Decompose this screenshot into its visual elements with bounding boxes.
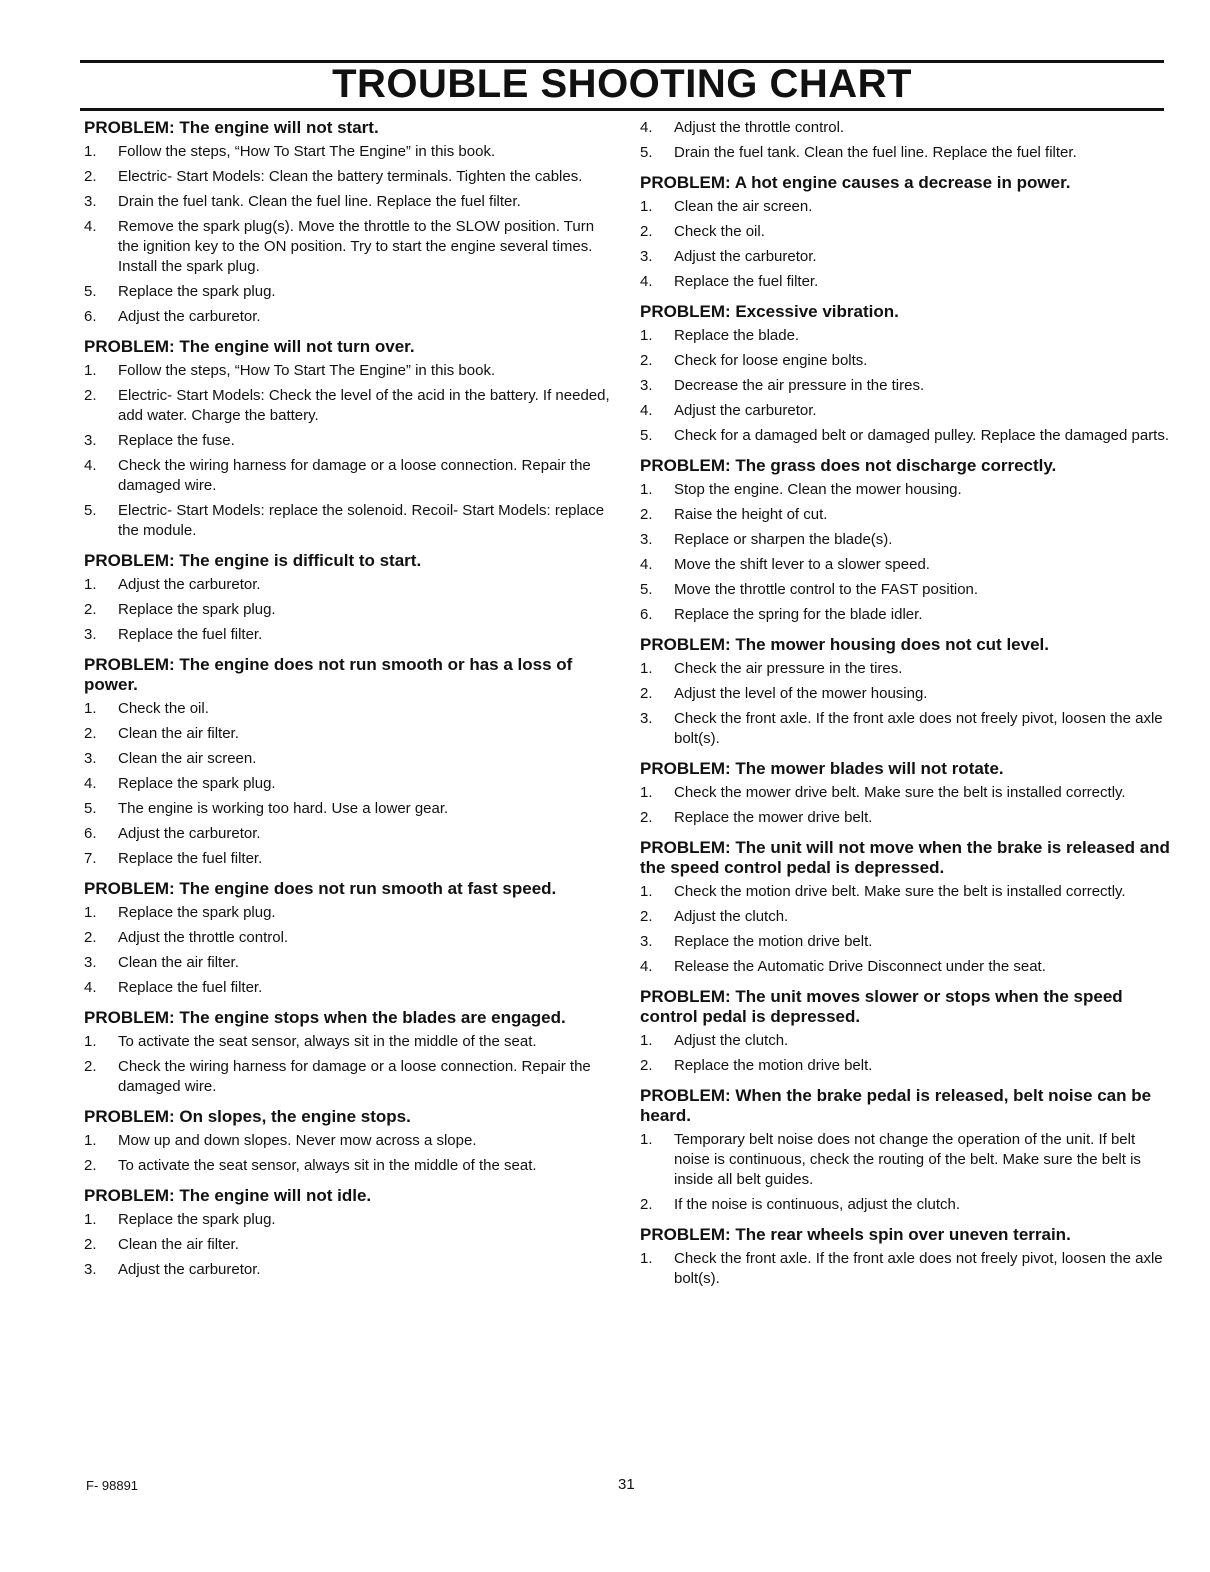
step-text: If the noise is continuous, adjust the clutch. bbox=[674, 1196, 961, 1213]
step-number: 3. bbox=[84, 954, 97, 971]
page-title: TROUBLE SHOOTING CHART bbox=[332, 62, 912, 106]
step-list bbox=[84, 1210, 614, 1280]
step-number: 1. bbox=[84, 362, 97, 379]
step-number: 3. bbox=[640, 710, 653, 727]
problem-section bbox=[84, 337, 614, 541]
step-number: 5. bbox=[640, 144, 653, 161]
step-item bbox=[640, 247, 1170, 267]
step-text: Raise the height of cut. bbox=[674, 506, 828, 523]
problem-heading: PROBLEM: The unit will not move when the brake is released and the speed control pedal is depressed. bbox=[640, 838, 1170, 877]
step-item bbox=[640, 580, 1170, 600]
step-number: 2. bbox=[84, 387, 97, 404]
step-item bbox=[84, 953, 614, 973]
page-number: 31 bbox=[618, 1476, 635, 1493]
step-number: 1. bbox=[84, 1132, 97, 1149]
step-number: 1. bbox=[640, 1131, 653, 1148]
step-text: Replace the mower drive belt. bbox=[674, 809, 873, 826]
step-item bbox=[84, 217, 614, 277]
step-text: To activate the seat sensor, always sit in the middle of the seat. bbox=[118, 1033, 537, 1050]
problem-section bbox=[84, 879, 614, 998]
step-item bbox=[84, 749, 614, 769]
step-number: 1. bbox=[640, 784, 653, 801]
step-list bbox=[640, 659, 1170, 749]
step-number: 4. bbox=[640, 402, 653, 419]
step-item bbox=[84, 625, 614, 645]
step-text: Mow up and down slopes. Never mow across a slope. bbox=[118, 1132, 477, 1149]
step-item bbox=[640, 326, 1170, 346]
step-item bbox=[640, 426, 1170, 446]
step-item bbox=[640, 1056, 1170, 1076]
step-text: Check the motion drive belt. Make sure the belt is installed correctly. bbox=[674, 883, 1126, 900]
step-number: 1. bbox=[640, 1250, 653, 1267]
step-number: 3. bbox=[640, 377, 653, 394]
step-text: Clean the air filter. bbox=[118, 1236, 239, 1253]
step-item bbox=[640, 401, 1170, 421]
step-text: Adjust the carburetor. bbox=[118, 308, 261, 325]
problem-heading: PROBLEM: A hot engine causes a decrease in power. bbox=[640, 173, 1071, 192]
problem-heading: PROBLEM: The engine will not start. bbox=[84, 118, 379, 137]
step-list bbox=[84, 903, 614, 998]
step-number: 2. bbox=[640, 1196, 653, 1213]
step-item bbox=[640, 709, 1170, 749]
problem-heading: PROBLEM: On slopes, the engine stops. bbox=[84, 1107, 411, 1126]
problem-section bbox=[640, 302, 1170, 446]
step-item bbox=[84, 1235, 614, 1255]
step-number: 1. bbox=[84, 576, 97, 593]
problem-heading: PROBLEM: The grass does not discharge correctly. bbox=[640, 456, 1057, 475]
problem-section bbox=[84, 1008, 614, 1097]
step-item bbox=[84, 1131, 614, 1151]
step-number: 3. bbox=[84, 750, 97, 767]
step-item bbox=[640, 480, 1170, 500]
step-number: 2. bbox=[640, 352, 653, 369]
step-item bbox=[640, 957, 1170, 977]
step-number: 2. bbox=[640, 223, 653, 240]
step-item bbox=[84, 501, 614, 541]
step-item bbox=[640, 222, 1170, 242]
step-text: Electric- Start Models: replace the solenoid. Recoil- Start Models: replace the module. bbox=[118, 502, 605, 539]
step-item bbox=[84, 282, 614, 302]
step-item bbox=[84, 386, 614, 426]
step-text: Remove the spark plug(s). Move the throttle to the SLOW position. Turn the ignition key to the ON position. Try to start the engine several times. Install the spark plug. bbox=[118, 218, 595, 275]
step-text: The engine is working too hard. Use a lower gear. bbox=[118, 800, 449, 817]
step-item bbox=[84, 1260, 614, 1280]
step-list bbox=[640, 1130, 1170, 1215]
step-item bbox=[640, 351, 1170, 371]
step-number: 6. bbox=[84, 825, 97, 842]
step-item bbox=[640, 605, 1170, 625]
step-text: Adjust the level of the mower housing. bbox=[674, 685, 928, 702]
step-number: 1. bbox=[84, 700, 97, 717]
step-text: Adjust the carburetor. bbox=[118, 825, 261, 842]
step-number: 3. bbox=[84, 1261, 97, 1278]
step-text: Replace the spark plug. bbox=[118, 775, 276, 792]
step-list bbox=[640, 118, 1170, 163]
step-text: Check the wiring harness for damage or a loose connection. Repair the damaged wire. bbox=[118, 1058, 591, 1095]
step-text: Adjust the clutch. bbox=[674, 908, 789, 925]
problem-section bbox=[84, 1107, 614, 1176]
step-text: Adjust the carburetor. bbox=[674, 248, 817, 265]
step-text: Check the wiring harness for damage or a loose connection. Repair the damaged wire. bbox=[118, 457, 591, 494]
step-number: 2. bbox=[640, 908, 653, 925]
step-item bbox=[84, 799, 614, 819]
step-item bbox=[640, 143, 1170, 163]
problem-section bbox=[640, 635, 1170, 749]
step-text: Replace the spark plug. bbox=[118, 601, 276, 618]
step-number: 4. bbox=[84, 979, 97, 996]
step-number: 3. bbox=[84, 626, 97, 643]
step-number: 7. bbox=[84, 850, 97, 867]
step-number: 1. bbox=[640, 1032, 653, 1049]
step-text: Electric- Start Models: Check the level of the acid in the battery. If needed, add water. Charge the battery. bbox=[118, 387, 610, 424]
step-item bbox=[84, 849, 614, 869]
step-item bbox=[84, 1057, 614, 1097]
step-list bbox=[640, 1249, 1170, 1289]
step-text: Temporary belt noise does not change the operation of the unit. If belt noise is continuous, check the routing of the belt. Make sure the belt is inside all belt guides. bbox=[674, 1131, 1141, 1188]
problem-section bbox=[84, 551, 614, 645]
step-text: Move the shift lever to a slower speed. bbox=[674, 556, 930, 573]
problem-section bbox=[640, 173, 1170, 292]
step-list bbox=[84, 575, 614, 645]
step-text: Replace the motion drive belt. bbox=[674, 933, 873, 950]
step-number: 4. bbox=[640, 556, 653, 573]
problem-section bbox=[84, 655, 614, 869]
step-list bbox=[84, 1131, 614, 1176]
step-number: 5. bbox=[84, 502, 97, 519]
right-column bbox=[640, 118, 1170, 1299]
step-list bbox=[84, 142, 614, 327]
step-text: Follow the steps, “How To Start The Engine” in this book. bbox=[118, 362, 496, 379]
step-text: Release the Automatic Drive Disconnect under the seat. bbox=[674, 958, 1046, 975]
step-list bbox=[640, 882, 1170, 977]
problem-section bbox=[640, 1086, 1170, 1215]
step-text: Adjust the clutch. bbox=[674, 1032, 789, 1049]
problem-heading: PROBLEM: The rear wheels spin over uneven terrain. bbox=[640, 1225, 1071, 1244]
step-list bbox=[640, 326, 1170, 446]
step-item bbox=[640, 530, 1170, 550]
step-text: Check the front axle. If the front axle does not freely pivot, loosen the axle bolt(s). bbox=[674, 710, 1163, 747]
step-text: Replace the spark plug. bbox=[118, 1211, 276, 1228]
step-text: Adjust the carburetor. bbox=[118, 1261, 261, 1278]
step-list bbox=[640, 1031, 1170, 1076]
step-text: Decrease the air pressure in the tires. bbox=[674, 377, 925, 394]
step-item bbox=[640, 783, 1170, 803]
step-text: Clean the air filter. bbox=[118, 954, 239, 971]
step-item bbox=[84, 456, 614, 496]
step-number: 2. bbox=[640, 809, 653, 826]
step-text: Replace the blade. bbox=[674, 327, 800, 344]
step-text: Clean the air screen. bbox=[674, 198, 813, 215]
step-text: Replace the motion drive belt. bbox=[674, 1057, 873, 1074]
step-text: Replace the spark plug. bbox=[118, 283, 276, 300]
step-number: 3. bbox=[640, 933, 653, 950]
step-item bbox=[640, 907, 1170, 927]
problem-heading: PROBLEM: Excessive vibration. bbox=[640, 302, 899, 321]
problem-heading: PROBLEM: The mower blades will not rotate. bbox=[640, 759, 1004, 778]
step-text: Check the oil. bbox=[118, 700, 209, 717]
step-number: 5. bbox=[640, 427, 653, 444]
step-item bbox=[640, 505, 1170, 525]
document-id: F- 98891 bbox=[86, 1478, 139, 1493]
step-text: To activate the seat sensor, always sit in the middle of the seat. bbox=[118, 1157, 537, 1174]
step-list bbox=[640, 480, 1170, 625]
step-list bbox=[640, 197, 1170, 292]
step-text: Adjust the throttle control. bbox=[674, 119, 845, 136]
step-number: 4. bbox=[640, 958, 653, 975]
step-text: Check the air pressure in the tires. bbox=[674, 660, 903, 677]
step-item bbox=[84, 142, 614, 162]
step-item bbox=[84, 600, 614, 620]
step-number: 5. bbox=[640, 581, 653, 598]
step-list bbox=[84, 361, 614, 541]
step-text: Drain the fuel tank. Clean the fuel line. Replace the fuel filter. bbox=[674, 144, 1077, 161]
problem-section bbox=[640, 456, 1170, 625]
step-number: 2. bbox=[84, 1157, 97, 1174]
problem-section bbox=[84, 1186, 614, 1280]
problem-heading: PROBLEM: The engine will not idle. bbox=[84, 1186, 372, 1205]
step-number: 2. bbox=[640, 1057, 653, 1074]
step-item bbox=[640, 659, 1170, 679]
step-item bbox=[640, 376, 1170, 396]
problem-section bbox=[640, 987, 1170, 1076]
step-number: 1. bbox=[84, 143, 97, 160]
step-number: 2. bbox=[84, 725, 97, 742]
problem-section bbox=[640, 118, 1170, 163]
step-number: 2. bbox=[84, 601, 97, 618]
step-item bbox=[640, 1031, 1170, 1051]
step-number: 1. bbox=[640, 660, 653, 677]
step-text: Stop the engine. Clean the mower housing. bbox=[674, 481, 962, 498]
step-number: 3. bbox=[640, 248, 653, 265]
step-text: Drain the fuel tank. Clean the fuel line. Replace the fuel filter. bbox=[118, 193, 521, 210]
step-text: Adjust the carburetor. bbox=[674, 402, 817, 419]
step-number: 5. bbox=[84, 800, 97, 817]
step-item bbox=[84, 699, 614, 719]
step-number: 1. bbox=[640, 327, 653, 344]
step-number: 1. bbox=[640, 883, 653, 900]
step-item bbox=[640, 932, 1170, 952]
step-text: Move the throttle control to the FAST position. bbox=[674, 581, 979, 598]
step-text: Check the front axle. If the front axle does not freely pivot, loosen the axle bolt(s). bbox=[674, 1250, 1163, 1287]
step-text: Check the oil. bbox=[674, 223, 765, 240]
step-text: Adjust the carburetor. bbox=[118, 576, 261, 593]
step-item bbox=[640, 197, 1170, 217]
problem-heading: PROBLEM: The engine will not turn over. bbox=[84, 337, 415, 356]
step-text: Follow the steps, “How To Start The Engine” in this book. bbox=[118, 143, 496, 160]
step-number: 1. bbox=[84, 1211, 97, 1228]
step-item bbox=[84, 361, 614, 381]
problem-section bbox=[640, 1225, 1170, 1289]
step-number: 6. bbox=[84, 308, 97, 325]
step-item bbox=[84, 167, 614, 187]
step-number: 3. bbox=[84, 193, 97, 210]
step-text: Replace the fuse. bbox=[118, 432, 235, 449]
step-number: 4. bbox=[84, 775, 97, 792]
step-number: 2. bbox=[84, 1236, 97, 1253]
step-item bbox=[84, 724, 614, 744]
step-number: 1. bbox=[640, 198, 653, 215]
problem-heading: PROBLEM: The engine does not run smooth at fast speed. bbox=[84, 879, 557, 898]
step-item bbox=[640, 555, 1170, 575]
step-text: Check the mower drive belt. Make sure the belt is installed correctly. bbox=[674, 784, 1126, 801]
step-item bbox=[84, 575, 614, 595]
problem-section bbox=[640, 759, 1170, 828]
problem-heading: PROBLEM: The unit moves slower or stops when the speed control pedal is depressed. bbox=[640, 987, 1123, 1026]
step-item bbox=[84, 903, 614, 923]
step-text: Clean the air filter. bbox=[118, 725, 239, 742]
step-number: 2. bbox=[640, 506, 653, 523]
step-number: 2. bbox=[84, 1058, 97, 1075]
step-item bbox=[84, 1032, 614, 1052]
problem-heading: PROBLEM: The engine does not run smooth or has a loss of power. bbox=[84, 655, 573, 694]
step-item bbox=[640, 1195, 1170, 1215]
step-item bbox=[84, 824, 614, 844]
step-item bbox=[84, 978, 614, 998]
step-number: 2. bbox=[84, 929, 97, 946]
step-item bbox=[84, 1210, 614, 1230]
step-item bbox=[640, 1249, 1170, 1289]
step-number: 2. bbox=[84, 168, 97, 185]
step-item bbox=[84, 192, 614, 212]
step-number: 5. bbox=[84, 283, 97, 300]
step-item bbox=[84, 431, 614, 451]
step-number: 3. bbox=[84, 432, 97, 449]
step-number: 1. bbox=[84, 1033, 97, 1050]
problem-heading: PROBLEM: When the brake pedal is released, belt noise can be heard. bbox=[640, 1086, 1152, 1125]
step-text: Electric- Start Models: Clean the battery terminals. Tighten the cables. bbox=[118, 168, 583, 185]
step-item bbox=[84, 774, 614, 794]
step-text: Check for loose engine bolts. bbox=[674, 352, 868, 369]
step-text: Check for a damaged belt or damaged pulley. Replace the damaged parts. bbox=[674, 427, 1170, 444]
step-item bbox=[640, 272, 1170, 292]
step-text: Replace the spring for the blade idler. bbox=[674, 606, 923, 623]
step-number: 2. bbox=[640, 685, 653, 702]
step-item bbox=[84, 307, 614, 327]
step-number: 4. bbox=[84, 218, 97, 235]
step-number: 4. bbox=[640, 119, 653, 136]
problem-heading: PROBLEM: The mower housing does not cut level. bbox=[640, 635, 1049, 654]
step-number: 1. bbox=[84, 904, 97, 921]
step-list bbox=[84, 699, 614, 869]
problem-heading: PROBLEM: The engine is difficult to start. bbox=[84, 551, 422, 570]
step-text: Replace the fuel filter. bbox=[118, 626, 263, 643]
problem-section bbox=[84, 118, 614, 327]
step-text: Replace the fuel filter. bbox=[674, 273, 819, 290]
problem-section bbox=[640, 838, 1170, 977]
step-number: 3. bbox=[640, 531, 653, 548]
step-item bbox=[640, 882, 1170, 902]
step-list bbox=[84, 1032, 614, 1097]
step-text: Adjust the throttle control. bbox=[118, 929, 289, 946]
step-item bbox=[640, 684, 1170, 704]
step-item bbox=[84, 928, 614, 948]
step-text: Replace the spark plug. bbox=[118, 904, 276, 921]
step-text: Replace the fuel filter. bbox=[118, 979, 263, 996]
step-item bbox=[84, 1156, 614, 1176]
left-column bbox=[84, 118, 614, 1290]
step-item bbox=[640, 1130, 1170, 1190]
step-number: 1. bbox=[640, 481, 653, 498]
step-text: Replace the fuel filter. bbox=[118, 850, 263, 867]
step-item bbox=[640, 118, 1170, 138]
title-rule-bottom bbox=[80, 108, 1164, 111]
step-text: Replace or sharpen the blade(s). bbox=[674, 531, 893, 548]
step-number: 6. bbox=[640, 606, 653, 623]
step-item bbox=[640, 808, 1170, 828]
step-list bbox=[640, 783, 1170, 828]
problem-heading: PROBLEM: The engine stops when the blades are engaged. bbox=[84, 1008, 566, 1027]
step-number: 4. bbox=[640, 273, 653, 290]
step-number: 4. bbox=[84, 457, 97, 474]
step-text: Clean the air screen. bbox=[118, 750, 257, 767]
